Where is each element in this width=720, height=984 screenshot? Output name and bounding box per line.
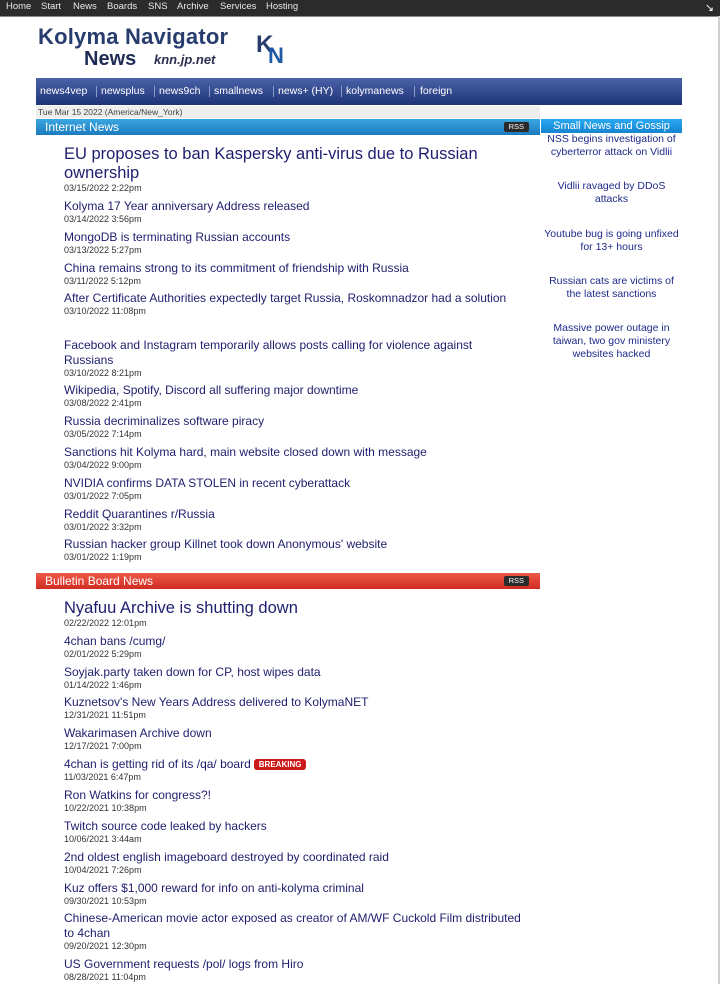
article-date: 09/30/2021 10:53pm	[64, 896, 147, 906]
topnav-boards[interactable]: Boards	[107, 1, 138, 12]
article-item	[64, 634, 524, 660]
article-link[interactable]: Kuznetsov's New Years Address delivered to KolymaNET	[64, 695, 369, 709]
subnav-kolymanews[interactable]: kolymanews	[346, 85, 404, 97]
article-item	[64, 261, 524, 287]
article-date: 12/17/2021 7:00pm	[64, 741, 142, 751]
nav-divider	[341, 86, 342, 97]
sidebar-news-link[interactable]: Youtube bug is going unfixed for 13+ hours	[544, 228, 679, 253]
article-link[interactable]: US Government requests /pol/ logs from Hiro	[64, 957, 304, 971]
article-item	[64, 338, 524, 379]
bulletin-news-header	[36, 573, 540, 589]
current-date: Tue Mar 15 2022 (America/New_York)	[36, 106, 540, 118]
topnav-hosting[interactable]: Hosting	[266, 1, 299, 12]
article-date: 11/03/2021 6:47pm	[64, 772, 141, 782]
sidebar-title: Small News and Gossip	[541, 119, 682, 133]
logo-monogram-icon	[256, 30, 290, 66]
article-item	[64, 957, 524, 983]
article-link[interactable]: Russian hacker group Killnet took down Anonymous' website	[64, 537, 388, 551]
article-link[interactable]: Russia decriminalizes software piracy	[64, 414, 265, 428]
subnav-smallnews[interactable]: smallnews	[214, 85, 264, 97]
svg-text:N: N	[268, 43, 284, 66]
article-link[interactable]: Kolyma 17 Year anniversary Address released	[64, 199, 310, 213]
article-item	[64, 850, 524, 876]
article-date: 03/10/2022 8:21pm	[64, 368, 142, 378]
article-item	[64, 881, 524, 907]
article-item	[64, 383, 524, 409]
subnav-newsplus-hy[interactable]: news+ (HY)	[278, 85, 334, 97]
arrow-out-icon[interactable]: ↘	[704, 1, 714, 14]
subnav-news9ch[interactable]: news9ch	[159, 85, 201, 97]
article-item	[64, 665, 524, 691]
article-item	[64, 414, 524, 440]
subnav-newsplus[interactable]: newsplus	[101, 85, 145, 97]
article-link[interactable]: MongoDB is terminating Russian accounts	[64, 230, 291, 244]
topnav-home[interactable]: Home	[6, 1, 32, 12]
article-link[interactable]: Reddit Quarantines r/Russia	[64, 507, 215, 521]
article-date: 03/01/2022 3:32pm	[64, 522, 142, 532]
article-item	[64, 291, 524, 317]
nav-divider	[154, 86, 155, 97]
article-date: 02/01/2022 5:29pm	[64, 649, 142, 659]
article-date: 10/04/2021 7:26pm	[64, 865, 142, 875]
topnav-news[interactable]: News	[73, 1, 97, 12]
article-date: 10/22/2021 10:38pm	[64, 803, 147, 813]
article-link[interactable]: Facebook and Instagram temporarily allows posts calling for violence against Russians	[64, 338, 473, 367]
sidebar-news-link[interactable]: NSS begins investigation of cyberterror attack on Vidlii	[547, 133, 676, 158]
article-item	[64, 599, 524, 629]
breaking-badge: BREAKING	[254, 759, 307, 770]
section-nav	[36, 78, 682, 105]
article-item	[64, 726, 524, 752]
article-date: 09/20/2021 12:30pm	[64, 941, 147, 951]
article-date: 03/01/2022 7:05pm	[64, 491, 142, 501]
article-link[interactable]: China remains strong to its commitment of friendship with Russia	[64, 261, 409, 275]
article-date: 03/14/2022 3:56pm	[64, 214, 142, 224]
logo-subtitle: News	[84, 48, 137, 70]
article-link[interactable]: Soyjak.party taken down for CP, host wipes data	[64, 665, 321, 679]
article-link[interactable]: Twitch source code leaked by hackers	[64, 819, 267, 833]
article-date: 08/28/2021 11:04pm	[64, 972, 146, 982]
subnav-foreign[interactable]: foreign	[420, 85, 453, 97]
article-date: 03/13/2022 5:27pm	[64, 245, 142, 255]
article-date: 03/10/2022 11:08pm	[64, 306, 146, 316]
article-date: 03/05/2022 7:14pm	[64, 429, 142, 439]
logo-title: Kolyma Navigator	[38, 24, 229, 49]
sidebar-news-link[interactable]: Massive power outage in taiwan, two gov ministery websites hacked	[552, 322, 671, 360]
article-item	[64, 145, 524, 194]
rss-button[interactable]: RSS	[504, 576, 529, 586]
nav-divider	[273, 86, 274, 97]
section-title: Bulletin Board News	[45, 574, 154, 588]
article-date: 03/15/2022 2:22pm	[64, 183, 142, 193]
article-link[interactable]: Kuz offers $1,000 reward for info on anti-kolyma criminal	[64, 881, 364, 895]
article-link[interactable]: NVIDIA confirms DATA STOLEN in recent cyberattack	[64, 476, 351, 490]
article-date: 01/14/2022 1:46pm	[64, 680, 142, 690]
logo-domain: knn.jp.net	[154, 52, 216, 67]
article-date: 03/01/2022 1:19pm	[64, 552, 142, 562]
article-link[interactable]: Ron Watkins for congress?!	[64, 788, 211, 802]
article-item	[64, 445, 524, 471]
article-link[interactable]: 2nd oldest english imageboard destroyed by coordinated raid	[64, 850, 389, 864]
svg-text:K: K	[256, 31, 274, 58]
article-item	[64, 537, 524, 563]
sidebar-news-link[interactable]: Vidlii ravaged by DDoS attacks	[557, 180, 666, 205]
article-link[interactable]: Wakarimasen Archive down	[64, 726, 212, 740]
article-date: 03/08/2022 2:41pm	[64, 398, 142, 408]
nav-divider	[96, 86, 97, 97]
subnav-news4vep[interactable]: news4vep	[40, 85, 88, 97]
nav-divider	[414, 86, 415, 97]
article-item	[64, 911, 524, 952]
article-link[interactable]: 4chan bans /cumg/	[64, 634, 166, 648]
article-link[interactable]: EU proposes to ban Kaspersky anti-virus due to Russian ownership	[64, 145, 478, 182]
site-logo[interactable]	[38, 24, 288, 70]
article-item	[64, 199, 524, 225]
article-item	[64, 476, 524, 502]
article-date: 12/31/2021 11:51pm	[64, 710, 146, 720]
article-date: 02/22/2022 12:01pm	[64, 618, 147, 628]
article-date: 10/06/2021 3:44am	[64, 834, 142, 844]
topnav-archive[interactable]: Archive	[177, 1, 209, 12]
topnav-sns[interactable]: SNS	[148, 1, 168, 12]
article-item	[64, 230, 524, 256]
article-link[interactable]: 4chan is getting rid of its /qa/ board	[64, 757, 251, 771]
article-date: 03/11/2022 5:12pm	[64, 276, 141, 286]
article-item	[64, 788, 524, 814]
article-date: 03/04/2022 9:00pm	[64, 460, 142, 470]
article-item	[64, 757, 524, 783]
article-item	[64, 819, 524, 845]
article-link[interactable]: Sanctions hit Kolyma hard, main website closed down with message	[64, 445, 427, 459]
article-link[interactable]: Chinese-American movie actor exposed as creator of AM/WF Cuckold Film distributed to 4chan	[64, 911, 521, 940]
section-title: Internet News	[45, 120, 120, 134]
sidebar-news-link[interactable]: Russian cats are victims of the latest sanctions	[549, 275, 674, 300]
article-item	[64, 507, 524, 533]
topnav-start[interactable]: Start	[41, 1, 62, 12]
article-link[interactable]: After Certificate Authorities expectedly target Russia, Roskomnadzor had a solution	[64, 291, 507, 305]
article-link[interactable]: Wikipedia, Spotify, Discord all suffering major downtime	[64, 383, 359, 397]
top-nav-bar	[0, 0, 720, 17]
internet-news-header	[36, 119, 540, 135]
article-item	[64, 695, 524, 721]
article-link[interactable]: Nyafuu Archive is shutting down	[64, 599, 298, 617]
nav-divider	[209, 86, 210, 97]
topnav-services[interactable]: Services	[220, 1, 257, 12]
rss-button[interactable]: RSS	[504, 122, 529, 132]
